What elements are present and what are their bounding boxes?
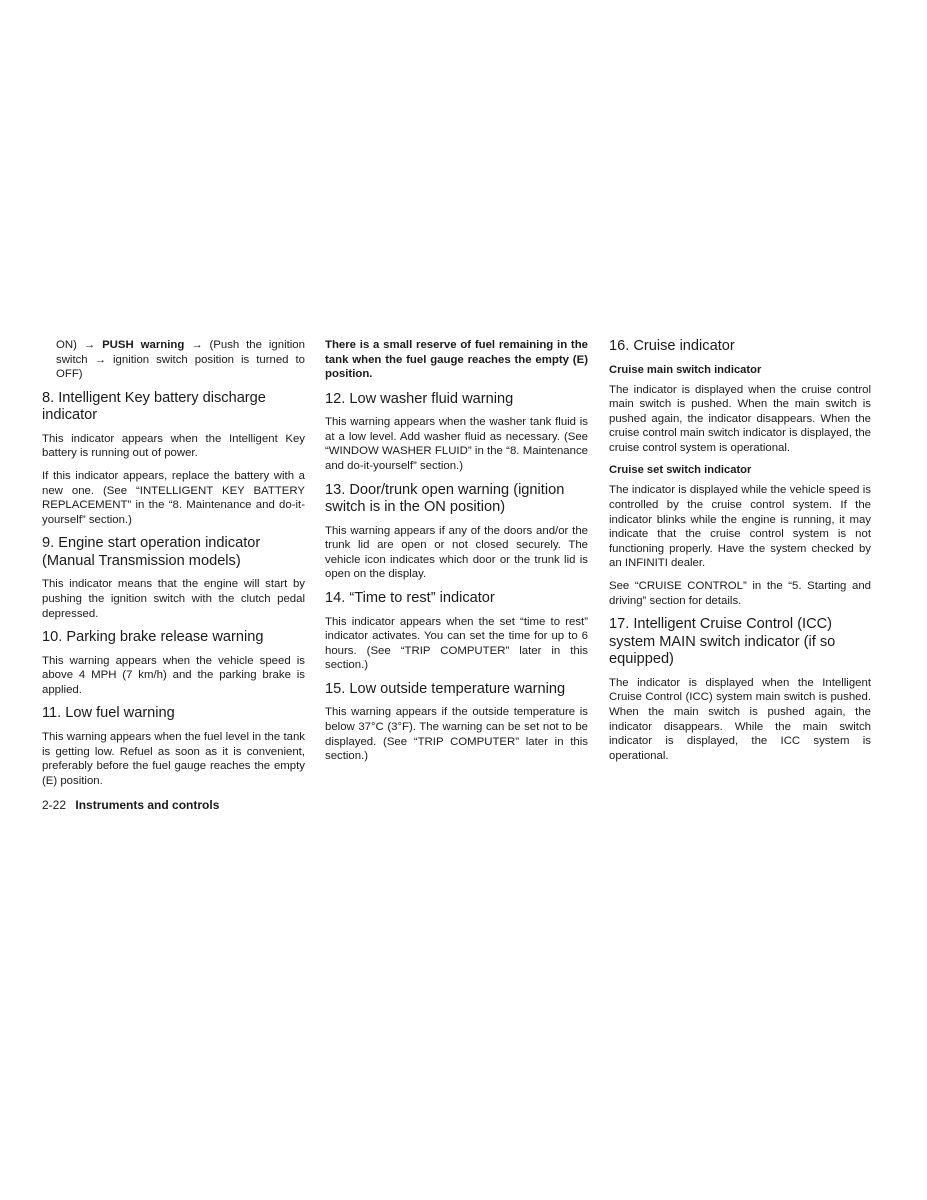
section-16-paragraph-1: The indicator is displayed when the cruise control main switch is pushed. When the main switch is pushed again, the indicator disappears. When the cruise control main switch indicator is displayed, the cruise control system is operational. xyxy=(609,383,871,454)
column-1 xyxy=(42,338,305,796)
section-8-heading: 8. Intelligent Key battery discharge indicator xyxy=(42,389,266,424)
section-14-heading: 14. “Time to rest” indicator xyxy=(325,590,495,607)
column-2 xyxy=(325,338,588,772)
section-15-paragraph: This warning appears if the outside temperature is below 37°C (3°F). The warning can be set not to be displayed. (See “TRIP COMPUTER” later in this section.) xyxy=(325,706,588,763)
column-3 xyxy=(609,338,871,771)
section-9-paragraph: This indicator means that the engine will start by pushing the ignition switch with the clutch pedal depressed. xyxy=(42,578,305,620)
section-17-heading: 17. Intelligent Cruise Control (ICC) system MAIN switch indicator (if so equipped) xyxy=(609,616,836,668)
section-11-paragraph: This warning appears when the fuel level in the tank is getting low. Refuel as soon as it is convenient, preferably before the fuel gauge reaches the empty (E) position. xyxy=(42,730,305,787)
section-13-paragraph: This warning appears if any of the doors and/or the trunk lid are open or not closed securely. The vehicle icon indicates which door or the trunk lid is open on the display. xyxy=(325,524,588,581)
section-8-paragraph-2: If this indicator appears, replace the battery with a new one. (See “INTELLIGENT KEY BATTERY REPLACEMENT” in the “8. Maintenance and do-it-yourself” section.) xyxy=(42,469,305,526)
section-16-heading: 16. Cruise indicator xyxy=(609,338,735,354)
section-name: Instruments and controls xyxy=(75,798,220,812)
section-17-paragraph: The indicator is displayed when the Intelligent Cruise Control (ICC) system main switch is pushed. When the main switch is pushed again, the indicator disappears. While the main switch indicator is displayed, the ICC system is operational. xyxy=(609,676,871,762)
page-number: 2-22 xyxy=(42,798,67,812)
cruise-set-switch-subheading: Cruise set switch indicator xyxy=(609,464,752,477)
section-15-heading: 15. Low outside temperature warning xyxy=(325,680,566,697)
section-10-heading: 10. Parking brake release warning xyxy=(42,629,264,646)
section-16-paragraph-2: The indicator is displayed while the vehicle speed is controlled by the cruise control system. If the indicator blinks while the engine is running, it may indicate that the cruise control system is not functioning properly. Have the system checked by an INFINITI dealer. xyxy=(609,484,871,570)
section-14-paragraph: This indicator appears when the set “time to rest” indicator activates. You can set the time for up to 6 hours. (See “TRIP COMPUTER” later in this section.) xyxy=(325,615,588,672)
section-9-heading: 9. Engine start operation indicator (Manual Transmission models) xyxy=(42,535,261,569)
fuel-reserve-note-text: There is a small reserve of fuel remaining in the tank when the fuel gauge reaches the empty (E) position. xyxy=(325,339,588,381)
section-8-paragraph-1: This indicator appears when the Intelligent Key battery is running out of power. xyxy=(42,432,305,460)
fuel-reserve-note xyxy=(325,338,588,382)
continued-text xyxy=(42,338,305,382)
section-16-paragraph-3: See “CRUISE CONTROL” in the “5. Starting and driving” section for details. xyxy=(609,580,871,607)
continued-text-start: ON) → xyxy=(56,339,103,351)
cruise-main-switch-subheading: Cruise main switch indicator xyxy=(609,363,762,376)
section-10-paragraph: This warning appears when the vehicle speed is above 4 MPH (7 km/h) and the parking brake is applied. xyxy=(42,654,305,696)
push-warning-label: PUSH warning xyxy=(102,339,185,351)
section-11-heading: 11. Low fuel warning xyxy=(42,705,175,722)
section-12-heading: 12. Low washer fluid warning xyxy=(325,390,514,407)
continued-text-end: → (Push the ignition switch → ignition switch position is turned to OFF) xyxy=(56,339,305,381)
section-12-paragraph: This warning appears when the washer tank fluid is at a low level. Add washer fluid as necessary. (See “WINDOW WASHER FLUID” in the “8. Maintenance and do-it-yourself” section.) xyxy=(325,416,588,473)
page-footer xyxy=(42,798,219,813)
section-13-heading: 13. Door/trunk open warning (ignition switch is in the ON position) xyxy=(325,481,565,516)
